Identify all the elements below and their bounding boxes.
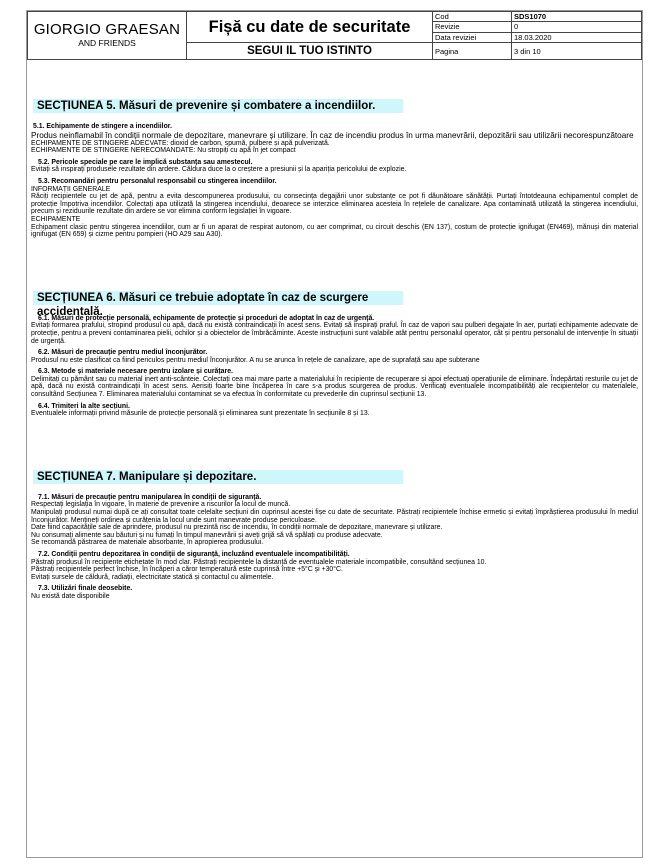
paragraph: ECHIPAMENTE DE STINGERE ADECVATE: dioxid de carbon, spumă, pulbere și apă pulverizată. <box>31 139 330 147</box>
paragraph: Evitați formarea prafului, stropind produsul cu apă, dacă nu există contraindicații în acest sens. Evitați să inspirați praful. În caz de vapori sau pulberi degajate în aer, purtați echipamente adecvate de protecție, pentru a preveni contaminarea pielii, ochilor și a obiectelor de îmbrăcăminte. Aceste instrucțiuni sunt valabile atât pentru personalul operator, cât și pentru personalul de intervenție în situații de urgență. <box>31 322 638 345</box>
company-subtitle: AND FRIENDS <box>78 38 136 48</box>
paragraph: Manipulați produsul numai după ce ați consultat toate celelalte secțiuni din cuprinsul acestei fișe cu date de securitate. Păstrați recipientele închise ermetic și evitați împrăștierea produsului în mediul înconjurător. Mențineți ordinea și curățenia la locul unde sunt manevrate produse periculoase. <box>31 509 638 524</box>
meta-key-revizie: Revizie <box>433 22 512 32</box>
paragraph: Nu există date disponibile <box>31 592 110 600</box>
subsection-7-1-title: 7.1. Măsuri de precauție pentru manipularea în condiții de siguranță. <box>38 493 262 501</box>
subsection-5-2 <box>31 159 638 174</box>
paragraph: Produsul nu este clasificat ca fiind periculos pentru mediul înconjurător. A nu se arunca în rețele de canalizare, ape de suprafață sau ape subterane <box>31 356 480 364</box>
paragraph: Păstrați produsul în recipiente etichetate în mod clar. Păstrați recipientele la distanță de eventualele materiale incompatibile, consultând secțiunea 10. <box>31 558 487 566</box>
subsection-5-1 <box>31 123 638 155</box>
meta-key-pagina: Pagina <box>433 43 512 60</box>
section-5-title: SECȚIUNEA 5. Măsuri de prevenire și combatere a incendiilor. <box>33 99 403 113</box>
subsection-6-4 <box>31 403 638 418</box>
paragraph: Delimitați cu pământ sau cu material inert anti-scânteie. Colectați cea mai mare parte a materialului în recipiente de recuperare și apoi efectuați operațiunile de eliminare. Îndepărtați resturile cu jet de apă, dacă nu există contraindicații în acest sens. Aerisiți foarte bine încăperea în care s-a produs scurgerea de produs. Verificați eventualele incompatibilități ale recipientelor cu materialele, consultând Secțiunea 7. Eliminarea materialului contaminat se va efectua în conformitate cu prevederile din cuprinsul secțiunii 13. <box>31 375 638 399</box>
meta-value-cod: SDS1070 <box>512 12 642 22</box>
meta-key-data-reviziei: Data reviziei <box>433 32 512 42</box>
paragraph: Respectați legislația în vigoare, în materie de prevenire a riscurilor la locul de muncă. <box>31 501 291 509</box>
subsection-5-3-title: 5.3. Recomandări pentru personalul responsabil cu stingerea incendiilor. <box>38 177 277 185</box>
meta-value-revizie: 0 <box>512 22 642 32</box>
subsection-5-2-title: 5.2. Pericole speciale pe care le implică substanța sau amestecul. <box>38 158 253 166</box>
paragraph: Nu consumați alimente sau băuturi și nu fumați în timpul manevrării și aveți grijă să vă spălați cu produse adecvate. <box>31 531 383 539</box>
paragraph: ECHIPAMENTE DE STINGERE NERECOMANDATE: Nu stropiți cu apă în jet compact <box>31 147 296 155</box>
section-7-title: SECȚIUNEA 7. Manipulare și depozitare. <box>33 470 403 484</box>
paragraph: Date fiind capacitățile sale de aprindere, produsul nu prezintă risc de incendiu, în condiții normale de depozitare, manevrare și utilizare. <box>31 524 443 532</box>
subsection-7-2 <box>31 551 638 581</box>
section-6-title: SECȚIUNEA 6. Măsuri ce trebuie adoptate în caz de scurgere accidentală. <box>33 291 403 305</box>
subsection-6-3-title: 6.3. Metode și materiale necesare pentru izolare și curățare. <box>38 368 233 376</box>
slogan: SEGUI IL TUO ISTINTO <box>187 43 433 60</box>
meta-key-cod: Cod <box>433 12 512 22</box>
company-name: GIORGIO GRAESAN <box>33 21 181 38</box>
subsection-6-2-title: 6.2. Măsuri de precauție pentru mediul înconjurător. <box>38 349 208 357</box>
subsection-6-2 <box>31 349 638 364</box>
meta-value-pagina: 3 din 10 <box>512 43 642 60</box>
subsection-7-3 <box>31 585 638 600</box>
meta-value-data-reviziei: 18.03.2020 <box>512 32 642 42</box>
paragraph: Se recomandă păstrarea de materiale absorbante, în apropierea produsului. <box>31 539 264 547</box>
document-header <box>27 11 642 60</box>
document-page <box>26 10 643 858</box>
subsection-5-1-title: 5.1. Echipamente de stingere a incendiilor. <box>33 123 173 130</box>
paragraph: ECHIPAMENTE <box>31 215 81 223</box>
subsection-6-1 <box>31 315 638 345</box>
document-content <box>31 99 638 605</box>
paragraph: Păstrați recipientele perfect închise, în încăperi a căror temperatură este cuprinsă între +5°C și +30°C. <box>31 566 343 574</box>
paragraph: Eventualele informații privind măsurile de protecție personală și eliminarea sunt prezentate în secțiunile 8 și 13. <box>31 410 370 418</box>
subsection-7-3-title: 7.3. Utilizări finale deosebite. <box>38 585 133 593</box>
subsection-6-1-title: 6.1. Măsuri de protecție personală, echipamente de protecție și proceduri de adoptat în caz de urgență. <box>38 314 375 322</box>
subsection-5-3 <box>31 178 638 239</box>
subsection-6-3 <box>31 368 638 398</box>
document-title: Fișă cu date de securitate <box>187 12 433 43</box>
paragraph: Echipament clasic pentru stingerea incendiilor, cum ar fi un aparat de respirat autonom, cu aer comprimat, cu circuit deschis (EN 137), costum de protecție ignifugat (EN469), mănuși din material ignifugat (EN 659) și cizme pentru pompieri (HO A29 sau A30). <box>31 223 638 239</box>
subsection-7-1 <box>31 494 638 547</box>
subsection-7-2-title: 7.2. Condiții pentru depozitarea în condiții de siguranță, incluzând eventualele incompatibilități. <box>38 551 350 558</box>
paragraph: Evitați să inspirați produsele rezultate din ardere. Căldura duce la o creștere a presiunii și la apariția pericolului de explozie. <box>31 166 407 174</box>
paragraph: INFORMAȚII GENERALE <box>31 185 111 193</box>
paragraph: Răciți recipientele cu jet de apă, pentru a evita descompunerea produsului, cu consecința degajării unor substanțe ce pot fi dăunătoare sănătății. Purtați întotdeauna echipamentul complet de protecție împotriva incendiilor. Colectați apa utilizată la stingerea incendiului, deoarece se interzice eliminarea acesteia în rețelele de canalizare. Apa contaminată utilizată la stingerea incendiului, precum și reziduurile rezultate din ardere se vor elimina conform legislației în vigoare. <box>31 193 638 216</box>
paragraph: Produs neinflamabil în condiții normale de depozitare, manevrare și utilizare. În caz de incendiu produs în urma manevrării, depozitării sau utilizării necorespunzătoare <box>31 130 634 140</box>
paragraph: Evitați sursele de căldură, radiații, electricitate statică și contactul cu alimentele. <box>31 573 274 581</box>
subsection-6-4-title: 6.4. Trimiteri la alte secțiuni. <box>38 402 130 410</box>
company-block <box>28 12 187 60</box>
